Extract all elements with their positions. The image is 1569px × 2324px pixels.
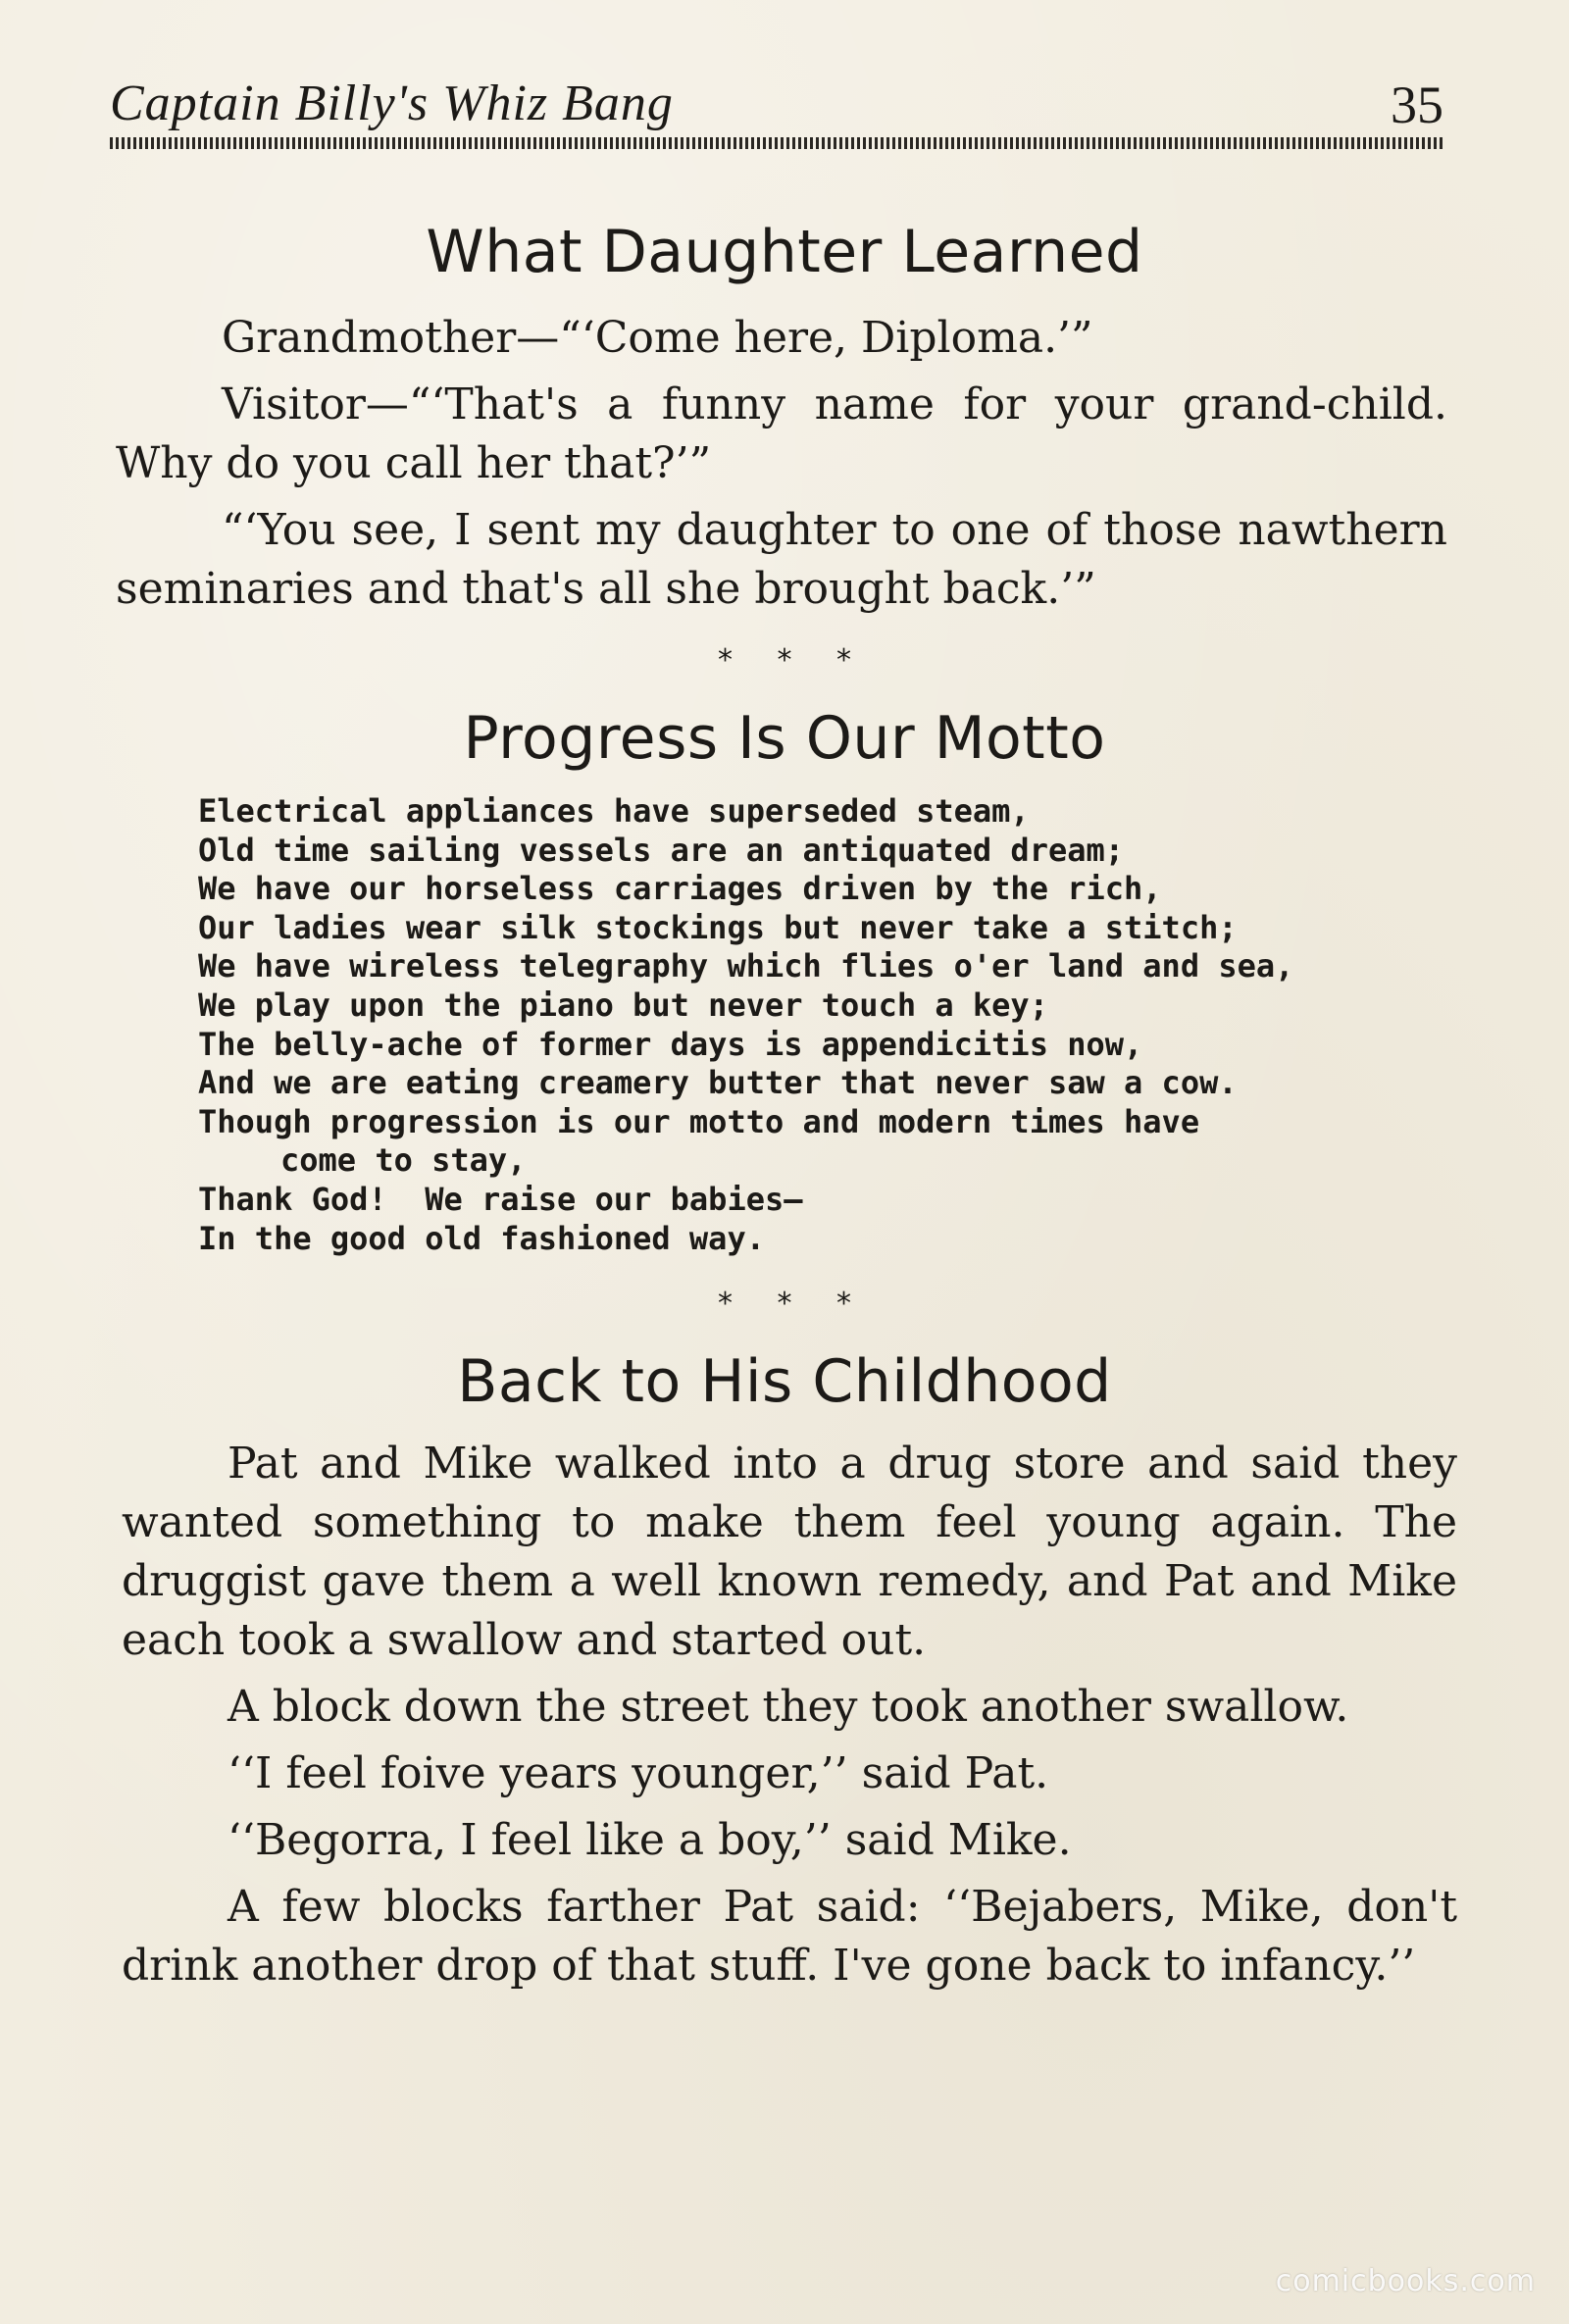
paragraph: A block down the street they took another swallow. xyxy=(228,1682,1349,1732)
poem-line: The belly-ache of former days is appendicitis now, xyxy=(198,1025,1143,1063)
paragraph: A few blocks farther Pat said: ‘‘Bejabers, Mike, don't drink another drop of that stuff. I've gone back to infancy.’’ xyxy=(122,1882,1457,1991)
poem xyxy=(198,792,1375,1258)
poem-line: In the good old fashioned way. xyxy=(198,1219,765,1257)
poem-line: Electrical appliances have superseded steam, xyxy=(198,792,1030,830)
section-separator: * * * xyxy=(717,1287,852,1321)
section-title-back-to-his-childhood: Back to His Childhood xyxy=(457,1347,1112,1416)
paragraph: ‘‘I feel foive years younger,’’ said Pat. xyxy=(228,1748,1049,1798)
watermark: comicbooks.com xyxy=(1275,2264,1536,2299)
poem-line: Though progression is our motto and modern times have xyxy=(198,1102,1200,1140)
poem-line: Thank God! We raise our babies— xyxy=(198,1180,803,1218)
paragraph: Pat and Mike walked into a drug store and said they wanted something to make them feel young again. The druggist gave them a well known remedy, and Pat and Mike each took a swallow and started out. xyxy=(122,1439,1457,1665)
poem-line: And we are eating creamery butter that never saw a cow. xyxy=(198,1064,1238,1102)
section-body-back-to-his-childhood xyxy=(122,1435,1457,2003)
poem-line: We play upon the piano but never touch a key; xyxy=(198,985,1048,1024)
running-header xyxy=(110,69,1443,137)
poem-line: We have wireless telegraphy which flies o'er land and sea, xyxy=(198,947,1294,985)
header-rule xyxy=(110,137,1445,149)
poem-line: Old time sailing vessels are an antiquated dream; xyxy=(198,831,1125,869)
magazine-title: Captain Billy's Whiz Bang xyxy=(110,76,674,131)
section-title-progress-is-our-motto: Progress Is Our Motto xyxy=(463,704,1106,773)
section-body-what-daughter-learned xyxy=(116,309,1447,627)
paragraph: ‘‘Begorra, I feel like a boy,’’ said Mike. xyxy=(228,1815,1072,1865)
paragraph: “‘You see, I sent my daughter to one of those nawthern seminaries and that's all she brought back.’” xyxy=(116,505,1447,614)
page-number: 35 xyxy=(1391,76,1443,134)
paragraph: Visitor—“‘That's a funny name for your grand-child. Why do you call her that?’” xyxy=(116,379,1447,488)
paragraph: Grandmother—“‘Come here, Diploma.’” xyxy=(222,313,1093,363)
section-separator: * * * xyxy=(717,643,852,678)
poem-line: come to stay, xyxy=(280,1141,527,1180)
poem-line: Our ladies wear silk stockings but never take a stitch; xyxy=(198,908,1238,946)
poem-line: We have our horseless carriages driven by the rich, xyxy=(198,870,1162,908)
section-title-what-daughter-learned: What Daughter Learned xyxy=(426,218,1143,286)
